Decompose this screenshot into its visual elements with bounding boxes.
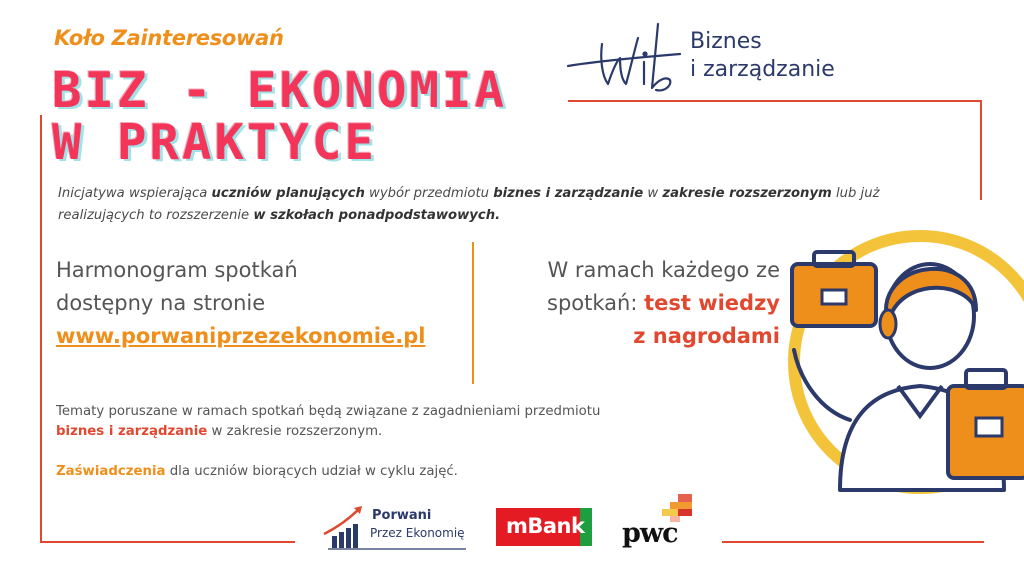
headline-line-2: W PRAKTYCE xyxy=(52,114,378,171)
businessman-with-briefcases-icon xyxy=(780,220,1024,510)
frame-bottom-left-line xyxy=(40,541,295,543)
certificate-paragraph xyxy=(56,462,676,482)
brand-name-line-2: i zarządzanie xyxy=(690,57,835,82)
schedule-line-1: Harmonogram spotkań xyxy=(56,258,298,282)
pwc-logo-text: pwc xyxy=(622,518,678,549)
mbank-logo xyxy=(496,508,592,546)
frame-left-line xyxy=(40,115,42,543)
intro-bold-1: uczniów planujących xyxy=(211,186,365,201)
brand-name xyxy=(690,28,835,84)
headline-line-1: BIZ - EKONOMIA xyxy=(52,62,508,119)
porwani-line-2: Przez Ekonomię xyxy=(370,526,465,540)
schedule-block xyxy=(56,254,476,353)
certificate-highlight: Zaświadczenia xyxy=(56,464,166,479)
column-divider xyxy=(472,242,474,384)
intro-text-1: Inicjatywa wspierająca xyxy=(58,186,212,201)
topics-line-1: Tematy poruszane w ramach spotkań będą związane z zagadnieniami przedmiotu xyxy=(56,404,601,419)
topics-highlight: biznes i zarządzanie xyxy=(56,424,208,439)
intro-text-3: w xyxy=(643,186,663,201)
topics-line-2-text: w zakresie rozszerzonym. xyxy=(207,424,383,439)
certificate-text: dla uczniów biorących udział w cyklu zajęć. xyxy=(165,464,458,479)
frame-top-right-line xyxy=(568,100,982,102)
website-link[interactable]: www.porwaniprzezekonomie.pl xyxy=(56,324,426,348)
quiz-line-2 xyxy=(480,287,780,320)
quiz-line-1: W ramach każdego ze xyxy=(547,258,780,282)
frame-right-line xyxy=(980,100,982,200)
intro-text-4: lub już realizujących to rozszerzenie xyxy=(58,186,880,223)
schedule-line-2: dostępny na stronie xyxy=(56,291,266,315)
topics-paragraph xyxy=(56,402,676,442)
pwc-logo xyxy=(618,494,708,554)
topics-line-2 xyxy=(56,422,676,442)
intro-bold-4: w szkołach ponadpodstawowych. xyxy=(253,208,501,223)
quiz-block xyxy=(480,254,780,353)
frame-bottom-right-line xyxy=(722,541,984,543)
quiz-highlight-2: z nagrodami xyxy=(633,324,780,348)
intro-bold-3: zakresie rozszerzonym xyxy=(662,186,832,201)
intro-text-2: wybór przedmiotu xyxy=(364,186,494,201)
porwani-line-1: Porwani xyxy=(372,508,432,523)
quiz-line-2-text: spotkań: xyxy=(547,291,645,315)
mbank-logo-text: mBank xyxy=(506,514,585,538)
intro-bold-2: biznes i zarządzanie xyxy=(493,186,644,201)
quiz-highlight-1: test wiedzy xyxy=(644,291,780,315)
wib-signature-icon xyxy=(562,14,686,98)
porwani-przez-ekonomie-logo xyxy=(320,502,470,552)
brand-name-line-1: Biznes xyxy=(690,29,762,54)
club-label: Koło Zainteresowań xyxy=(54,26,284,50)
